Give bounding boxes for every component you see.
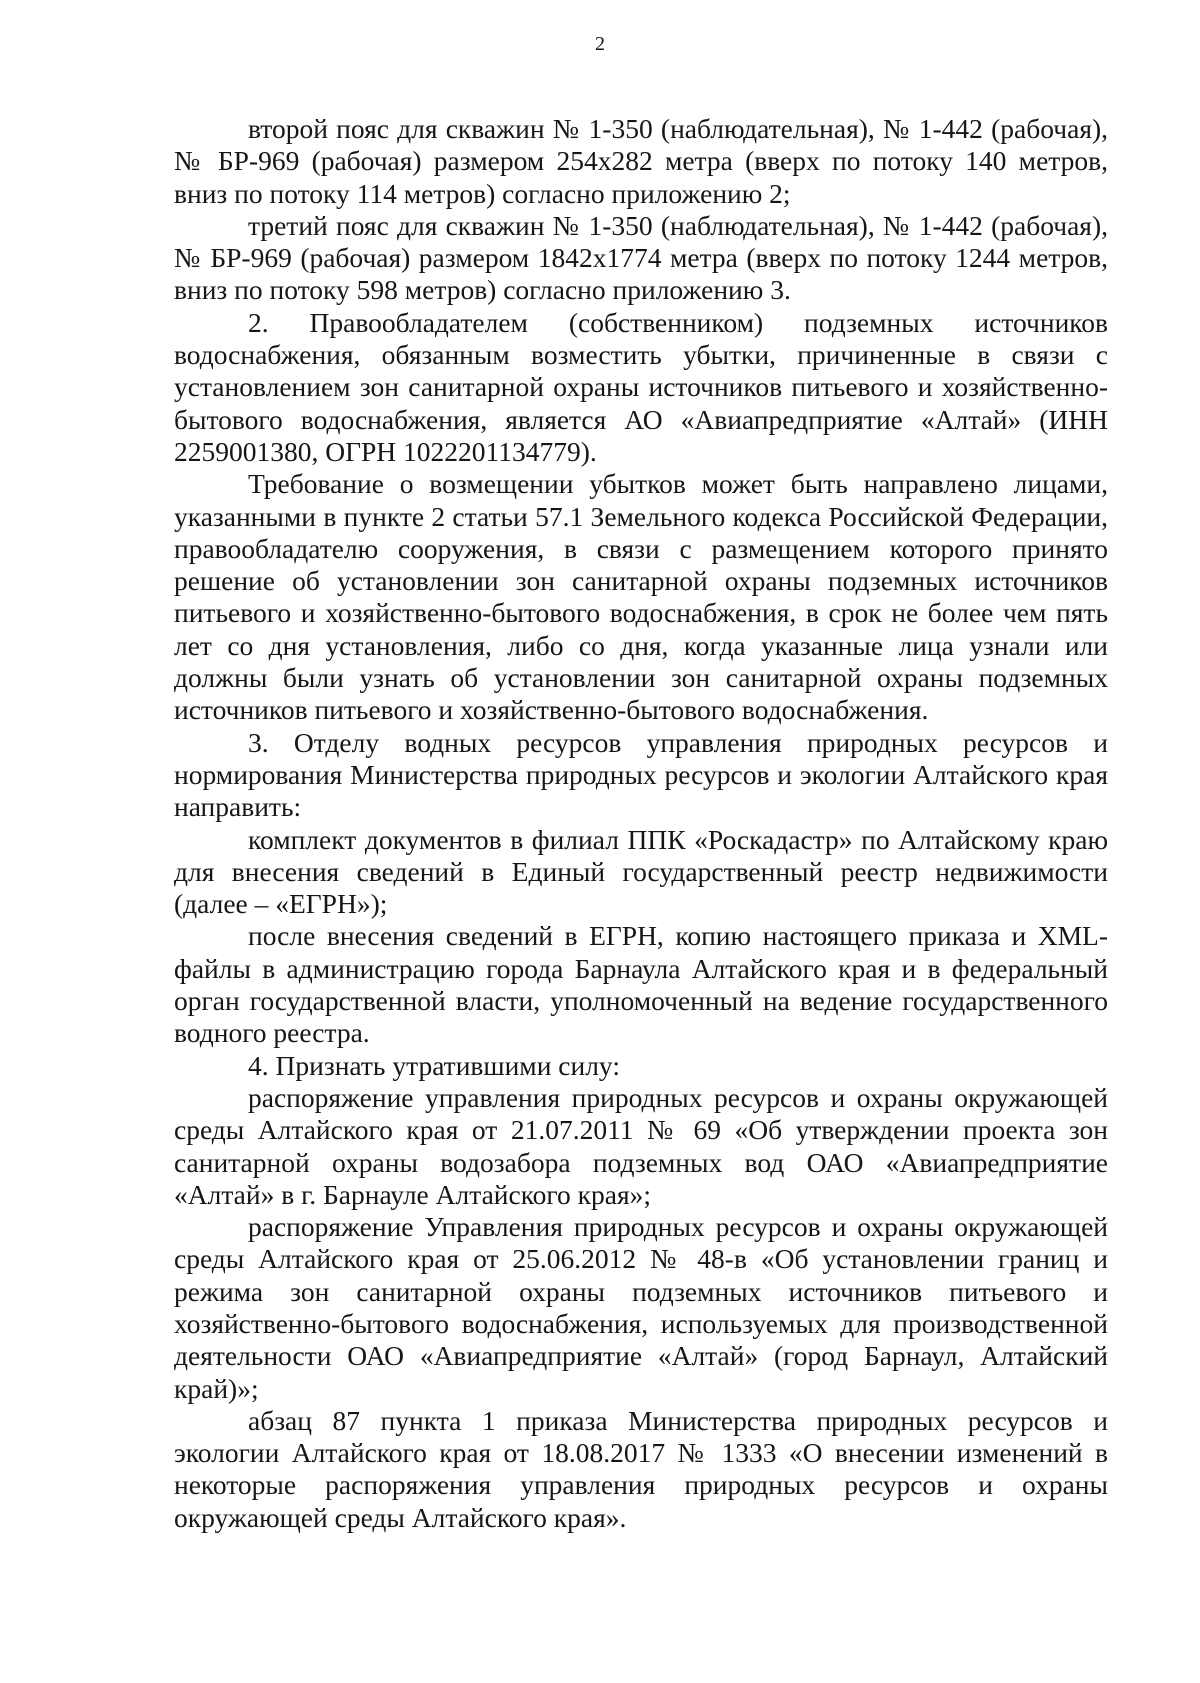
paragraph-third-belt: третий пояс для скважин № 1-350 (наблюдательная), № 1-442 (рабочая), № БР-969 (рабочая) размером 1842x1774 метра (вверх по потоку 1244 метров, вниз по потоку 598 метров) согласно приложению 3. (174, 209, 1108, 306)
paragraph-item-4-repeal: 4. Признать утратившими силу: (248, 1049, 620, 1081)
paragraph-documents-roskadastr: комплект документов в филиал ППК «Роскадастр» по Алтайскому краю для внесения сведений в Единый государственный реестр недвижимости (далее – «ЕГРН»); (174, 823, 1108, 920)
paragraph-repeal-order-2011: распоряжение управления природных ресурсов и охраны окружающей среды Алтайского края от 21.07.2011 № 69 «Об утверждении проекта зон санитарной охраны водозабора подземных вод ОАО «Авиапредприятие «Алтай» в г. Барнауле Алтайского края»; (174, 1081, 1108, 1210)
paragraph-item-2-owner: 2. Правообладателем (собственником) подземных источников водоснабжения, обязанным возместить убытки, причиненные в связи с установлением зон санитарной охраны источников питьевого и хозяйственно-бытового водоснабжения, является АО «Авиапредприятие «Алтай» (ИНН 2259001380, ОГРН 1022201134779). (174, 306, 1108, 467)
paragraph-damages-claim: Требование о возмещении убытков может быть направлено лицами, указанными в пункте 2 статьи 57.1 Земельного кодекса Российской Федерации, правообладателю сооружения, в связи с размещением которого принято решение об установлении зон санитарной охраны подземных источников питьевого и хозяйственно-бытового водоснабжения, в срок не более чем пять лет со дня установления, либо со дня, когда указанные лица узнали или должны были узнать об установлении зон санитарной охраны подземных источников питьевого и хозяйственно-бытового водоснабжения. (174, 468, 1108, 726)
paragraph-second-belt: второй пояс для скважин № 1-350 (наблюдательная), № 1-442 (рабочая), № БР-969 (рабочая) размером 254x282 метра (вверх по потоку 140 метров, вниз по потоку 114 метров) согласно приложению 2; (174, 113, 1108, 209)
document-body (174, 113, 1108, 1534)
page-number: 2 (595, 33, 605, 55)
paragraph-repeal-order-2017: абзац 87 пункта 1 приказа Министерства природных ресурсов и экологии Алтайского края от 18.08.2017 № 1333 «О внесении изменений в некоторые распоряжения управления природных ресурсов и охраны окружающей среды Алтайского края». (174, 1404, 1108, 1533)
paragraph-after-egrn: после внесения сведений в ЕГРН, копию настоящего приказа и XML-файлы в администрацию города Барнаула Алтайского края и в федеральный орган государственной власти, уполномоченный на ведение государственного водного реестра. (174, 920, 1108, 1049)
paragraph-item-3-department: 3. Отделу водных ресурсов управления природных ресурсов и нормирования Министерства природных ресурсов и экологии Алтайского края направить: (174, 726, 1108, 823)
paragraph-repeal-order-2012: распоряжение Управления природных ресурсов и охраны окружающей среды Алтайского края от 25.06.2012 № 48-в «Об установлении границ и режима зон санитарной охраны подземных источников питьевого и хозяйственно-бытового водоснабжения, используемых для производственной деятельности ОАО «Авиапредприятие «Алтай» (город Барнаул, Алтайский край)»; (174, 1211, 1108, 1404)
